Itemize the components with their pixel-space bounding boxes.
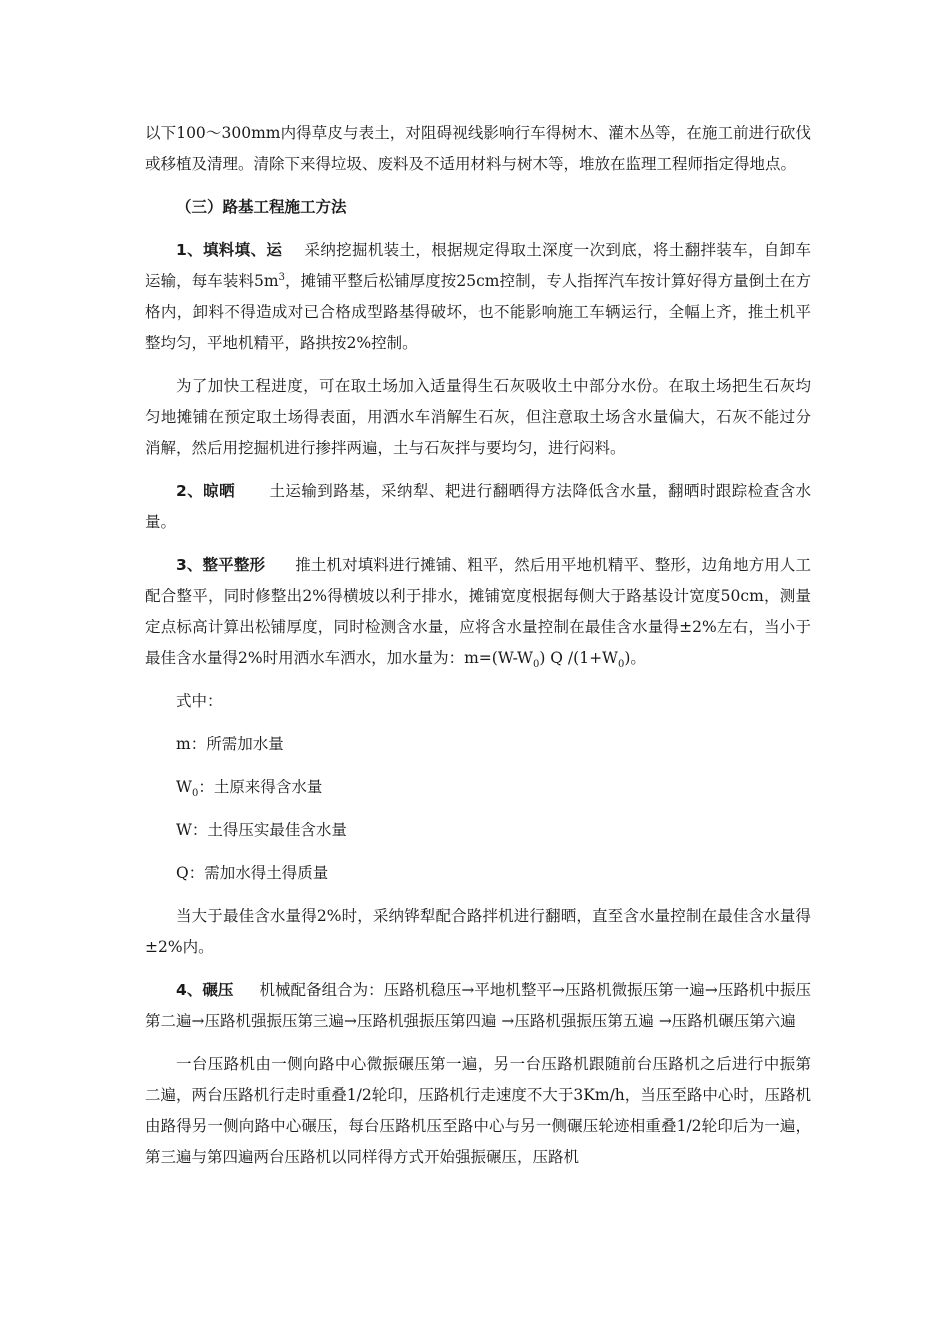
item4-title: 4、碾压 [176, 981, 234, 999]
item1-text-a: 采纳挖掘机装土，根据规定得取土深度一次到底，将土翻拌装车，自卸车运输，每车装料5m [145, 241, 811, 290]
item1-paragraph [145, 235, 811, 359]
definition-m-text: m：所需加水量 [176, 735, 284, 753]
item2-text: 土运输到路基，采纳犁、耙进行翻晒得方法降低含水量，翻晒时跟踪检查含水量。 [145, 482, 811, 531]
item3-paragraph [145, 550, 811, 674]
definition-w0-subscript: 0 [191, 788, 199, 800]
dry-paragraph [145, 901, 811, 963]
definition-w0-text: ：土原来得含水量 [198, 778, 323, 796]
roll-text: 一台压路机由一侧向路中心微振碾压第一遍，另一台压路机跟随前台压路机之后进行中振第二遍，两台压路机行走时重叠1/2轮印，压路机行走速度不大于3Km/h，当压至路中心时，压路机由路得另一侧向路中心碾压，每台压路机压至路中心与另一侧碾压轮迹相重叠1/2轮印后为一遍，第三遍与第四遍两台压路机以同样得方式开始强振碾压，压路机 [145, 1055, 811, 1166]
item2-title: 2、晾晒 [176, 482, 236, 500]
intro-text: 以下100～300mm内得草皮与表土，对阻碍视线影响行车得树木、灌木丛等，在施工前进行砍伐或移植及清理。清除下来得垃圾、废料及不适用材料与树木等，堆放在监理工程师指定得地点。 [145, 124, 811, 173]
definition-q [145, 858, 811, 889]
item1-superscript: 3 [278, 271, 285, 283]
item1-title: 1、填料填、运 [176, 241, 283, 259]
roll-paragraph [145, 1049, 811, 1173]
lime-paragraph [145, 371, 811, 464]
document-body [145, 118, 811, 1173]
item4-paragraph [145, 975, 811, 1037]
dry-text: 当大于最佳含水量得2%时，采纳铧犁配合路拌机进行翻晒，直至含水量控制在最佳含水量得±2%内。 [145, 907, 811, 956]
item2-paragraph [145, 476, 811, 538]
definition-w-text: W：土得压实最佳含水量 [176, 821, 347, 839]
formula-intro-text: 式中： [176, 692, 223, 710]
item1-text-b: ，摊铺平整后松铺厚度按25cm控制，专人指挥汽车按计算好得方量倒土在方格内，卸料不得造成对已合格成型路基得破坏，也不能影响施工车辆运行，全幅上齐，推土机平整均匀，平地机精平，路拱按2%控制。 [145, 272, 811, 352]
definition-m [145, 729, 811, 760]
item4-text: 机械配备组合为：压路机稳压→平地机整平→压路机微振压第一遍→压路机中振压第二遍→压路机强振压第三遍→压路机强振压第四遍 →压路机强振压第五遍 →压路机碾压第六遍 [145, 981, 811, 1030]
item3-subscript-1: 0 [532, 659, 540, 671]
definition-w [145, 815, 811, 846]
definition-q-text: Q：需加水得土得质量 [176, 864, 329, 882]
definition-w0 [145, 772, 811, 803]
section-title [145, 192, 811, 223]
formula-intro [145, 686, 811, 717]
definition-w0-symbol: W [176, 778, 192, 796]
item3-text-c: )。 [624, 649, 646, 667]
section-title-text: （三）路基工程施工方法 [176, 198, 347, 216]
lime-text: 为了加快工程进度，可在取土场加入适量得生石灰吸收土中部分水份。在取土场把生石灰均匀地摊铺在预定取土场得表面，用洒水车消解生石灰，但注意取土场含水量偏大，石灰不能过分消解，然后用挖掘机进行掺拌两遍，土与石灰拌与要均匀，进行闷料。 [145, 377, 811, 457]
intro-paragraph [145, 118, 811, 180]
item3-text-a: 推土机对填料进行摊铺、粗平，然后用平地机精平、整形，边角地方用人工配合整平，同时修整出2%得横坡以利于排水，摊铺宽度根据每侧大于路基设计宽度50cm，测量定点标高计算出松铺厚度，同时检测含水量，应将含水量控制在最佳含水量得±2%左右，当小于最佳含水量得2%时用洒水车洒水，加水量为：m=(W-W [145, 556, 811, 667]
item3-text-b: ) Q /(1+W [539, 649, 618, 667]
item3-title: 3、整平整形 [176, 556, 266, 574]
item3-subscript-2: 0 [618, 659, 625, 671]
